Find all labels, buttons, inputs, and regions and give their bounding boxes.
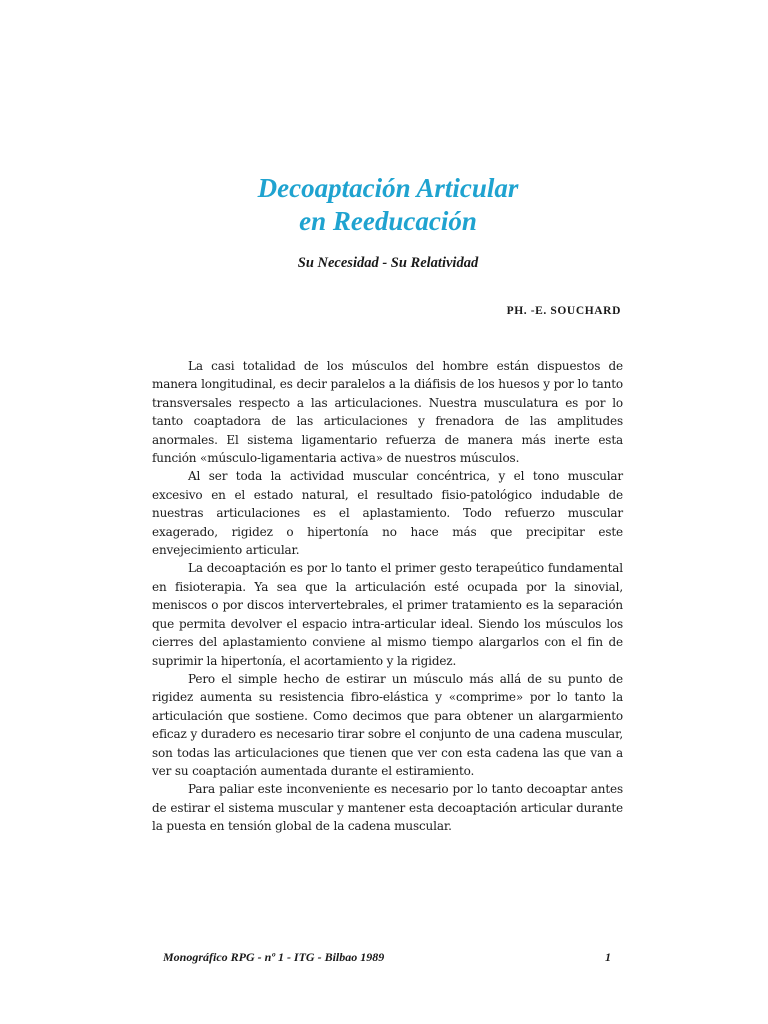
page-title [150, 172, 626, 238]
paragraph: Al ser toda la actividad muscular concéntrica, y el tono muscular excesivo en el estado natural, el resultado fisio-patológico indudable de nuestras articulaciones es el aplastamiento. Todo refuerzo muscular exagerado, rigidez o hipertonía no hace más que precipitar este envejecimiento articular. [152, 469, 623, 558]
paragraph: Pero el simple hecho de estirar un músculo más allá de su punto de rigidez aumenta su resistencia fibro-elástica y «comprime» por lo tanto la articulación que sostiene. Como decimos que para obtener un alargarmiento eficaz y duradero es necesario tirar sobre el conjunto de una cadena muscular, son todas las articulaciones que tienen que ver con esta cadena las que van a ver su coaptación aumentada durante el estiramiento. [152, 671, 623, 778]
paragraph: La casi totalidad de los músculos del hombre están dispuestos de manera longitudinal, es decir paralelos a la diáfisis de los huesos y por lo tanto transversales respecto a las articulaciones. Nuestra musculatura es por lo tanto coaptadora de las articulaciones y frenadora de las amplitudes anormales. El sistema ligamentario refuerza de manera más inerte esta función «músculo-ligamentaria activa» de nuestros músculos. [152, 359, 623, 466]
author: PH. -E. SOUCHARD [506, 305, 621, 317]
subtitle: Su Necesidad - Su Relatividad [297, 255, 479, 271]
title-line-1: Decoaptación Articular [257, 173, 519, 203]
footer-source: Monográfico RPG - nº 1 - ITG - Bilbao 1989 [163, 950, 385, 964]
paragraph: Para paliar este inconveniente es necesario por lo tanto decoaptar antes de estirar el sistema muscular y mantener esta decoaptación articular durante la puesta en tensión global de la cadena muscular. [152, 782, 623, 834]
paragraph: La decoaptación es por lo tanto el primer gesto terapeútico fundamental en fisioterapia. Ya sea que la articulación esté ocupada por la sinovial, meniscos o por discos intervertebrales, el primer tratamiento es la separación que permita devolver el espacio intra-articular ideal. Siendo los músculos los cierres del aplastamiento conviene al mismo tiempo alargarlos con el fin de suprimir la hipertonía, el acortamiento y la rigidez. [152, 561, 623, 668]
article-body [152, 357, 623, 836]
title-line-2: en Reeducación [299, 206, 477, 236]
page-number: 1 [605, 950, 611, 964]
